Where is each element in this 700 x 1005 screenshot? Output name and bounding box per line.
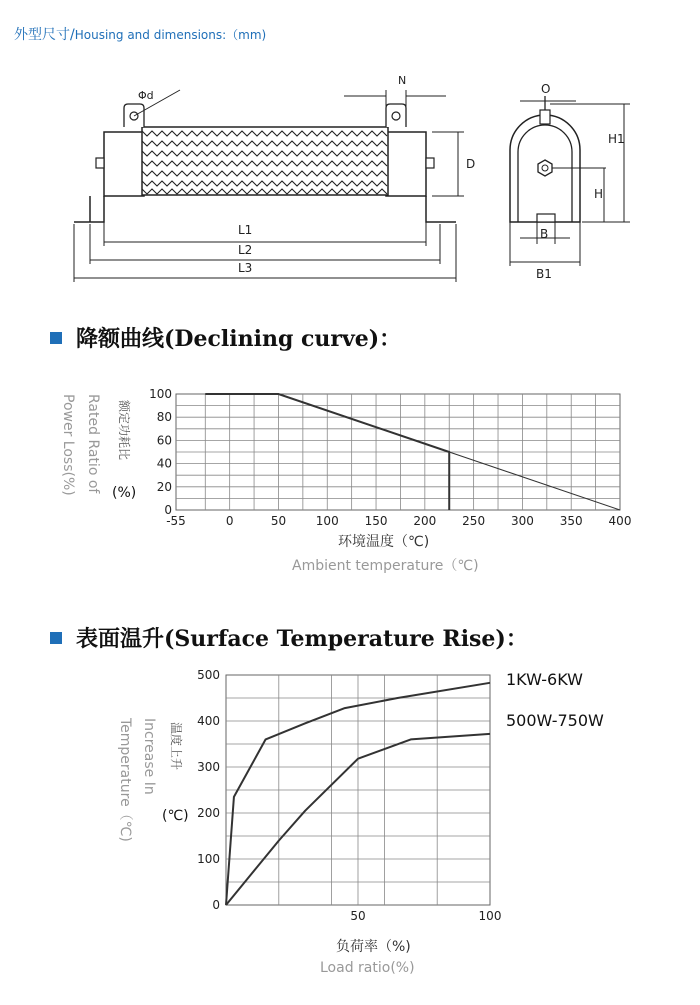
surface-x-label-cn: 负荷率（%) bbox=[336, 939, 411, 955]
x-tick-label: 300 bbox=[510, 514, 534, 528]
y-tick-label: 200 bbox=[197, 806, 220, 820]
bracket-left bbox=[74, 196, 104, 222]
label-b: B bbox=[540, 227, 549, 241]
surface-y-label-cn: 温度上升 bbox=[169, 722, 183, 771]
section-title-declining-text: 降额曲线(Declining curve)： bbox=[76, 326, 402, 352]
label-l2: L2 bbox=[238, 243, 253, 257]
y-tick-label: 60 bbox=[156, 433, 172, 448]
surface-temperature-chart bbox=[0, 660, 700, 1000]
declining-y-label-en-1: Power Loss(%) bbox=[60, 394, 76, 496]
section-bullet-icon bbox=[50, 332, 62, 344]
legend-1kw-6kw: 1KW-6KW bbox=[506, 670, 583, 689]
header-title-en: Housing and dimensions:（mm) bbox=[74, 28, 267, 42]
label-o: O bbox=[541, 82, 551, 96]
surface-x-label-en: Load ratio(%) bbox=[320, 960, 415, 976]
section-title-declining bbox=[50, 322, 401, 353]
y-tick-label: 500 bbox=[197, 668, 220, 682]
x-tick-label: -55 bbox=[166, 514, 186, 528]
label-phi-d: Φd bbox=[138, 89, 154, 102]
surface-x-ticks bbox=[350, 909, 501, 923]
section-bullet-icon bbox=[50, 632, 62, 644]
x-tick-label: 350 bbox=[559, 514, 583, 528]
y-tick-label: 100 bbox=[197, 852, 220, 866]
section-title-surface bbox=[50, 622, 528, 653]
y-tick-label: 300 bbox=[197, 760, 220, 774]
declining-y-label-cn: 额定功耗比 bbox=[117, 400, 131, 461]
y-tick-label: 100 bbox=[149, 387, 172, 401]
section-title-surface-text: 表面温升(Surface Temperature Rise)： bbox=[76, 626, 528, 652]
terminal-right bbox=[386, 104, 406, 127]
x-tick-label: 100 bbox=[315, 514, 339, 528]
header-title-cn: 外型尺寸/ bbox=[14, 27, 75, 43]
surface-y-label-en-1: Temperature（℃) bbox=[117, 718, 133, 842]
y-tick-label: 20 bbox=[156, 479, 172, 494]
resistor-left-cap bbox=[104, 132, 144, 196]
label-l3: L3 bbox=[238, 261, 253, 275]
section-header-dimensions bbox=[14, 24, 266, 44]
x-tick-label: 200 bbox=[413, 514, 437, 528]
x-tick-label: 50 bbox=[270, 514, 287, 528]
dimension-drawing bbox=[0, 70, 700, 300]
x-tick-label: 100 bbox=[478, 909, 502, 923]
label-n: N bbox=[398, 74, 407, 87]
resistor-right-cap bbox=[386, 132, 426, 196]
surface-grid bbox=[226, 675, 490, 905]
x-tick-label: 150 bbox=[364, 514, 388, 528]
end-view bbox=[510, 96, 580, 222]
series-line-1 bbox=[449, 452, 620, 510]
x-tick-label: 0 bbox=[225, 514, 234, 528]
declining-y-label-en-2: Rated Ratio of bbox=[85, 394, 101, 494]
surface-y-label-en-2: Increase In bbox=[141, 718, 157, 795]
bracket-right bbox=[426, 196, 456, 222]
declining-x-ticks bbox=[166, 514, 631, 528]
surface-y-ticks bbox=[197, 668, 220, 912]
declining-y-unit: (%) bbox=[112, 485, 137, 501]
declining-grid bbox=[176, 394, 620, 510]
declining-x-label-cn: 环境温度（℃) bbox=[338, 534, 430, 550]
y-tick-label: 0 bbox=[212, 898, 220, 912]
label-b1: B1 bbox=[536, 267, 552, 281]
y-tick-label: 80 bbox=[156, 410, 172, 425]
declining-y-ticks bbox=[149, 387, 172, 517]
legend-500w-750w: 500W-750W bbox=[506, 711, 604, 730]
label-l1: L1 bbox=[238, 223, 253, 237]
surface-y-unit: (℃) bbox=[162, 808, 189, 824]
label-d: D bbox=[466, 157, 476, 171]
x-tick-label: 400 bbox=[608, 514, 632, 528]
y-tick-label: 40 bbox=[156, 456, 172, 471]
declining-curve-chart bbox=[0, 380, 700, 580]
label-h: H bbox=[594, 187, 604, 201]
y-tick-label: 0 bbox=[164, 503, 172, 517]
declining-x-label-en: Ambient temperature（℃) bbox=[292, 558, 479, 574]
label-h1: H1 bbox=[608, 132, 625, 146]
x-tick-label: 50 bbox=[350, 909, 366, 923]
y-tick-label: 400 bbox=[197, 714, 220, 728]
x-tick-label: 250 bbox=[462, 514, 486, 528]
